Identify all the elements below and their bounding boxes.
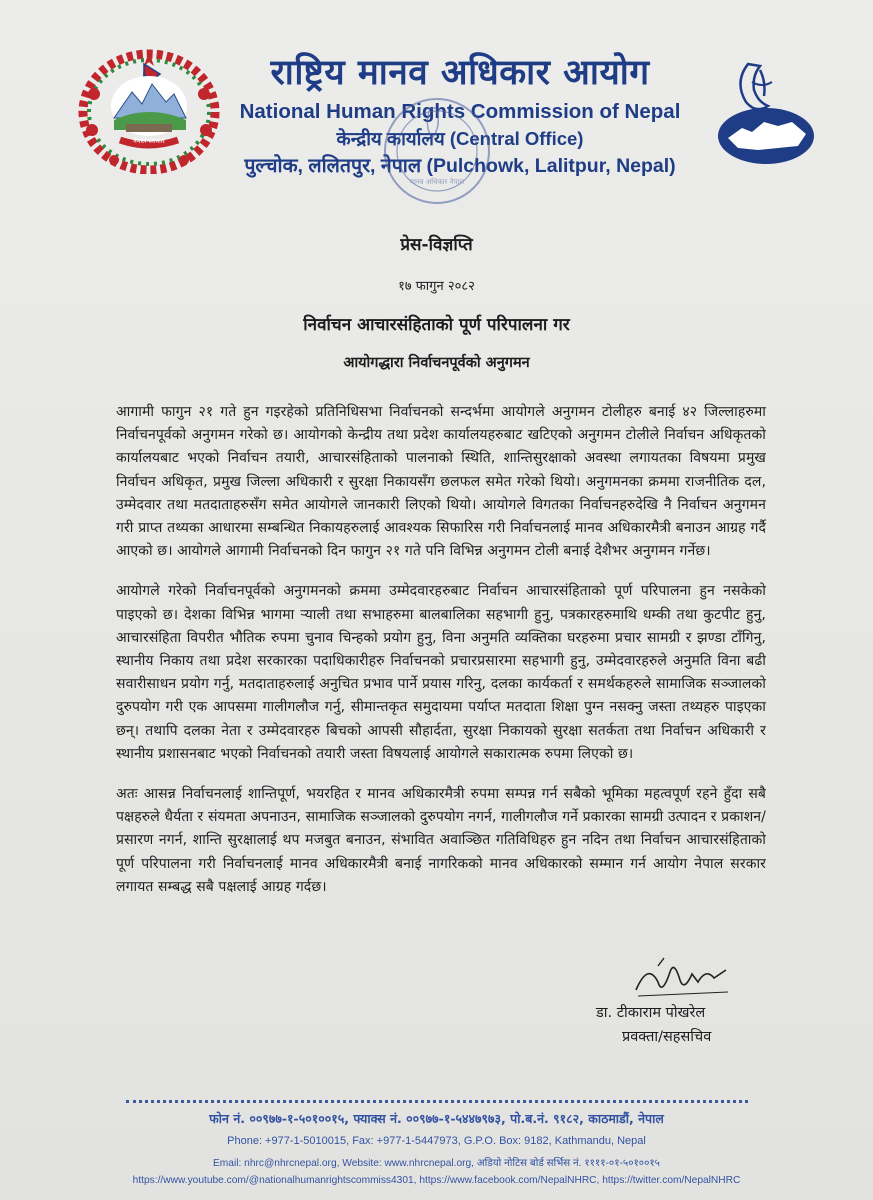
commission-name-english: National Human Rights Commission of Nepal: [239, 100, 681, 123]
signatory-name: डा. टीकाराम पोखरेल: [596, 1005, 706, 1021]
paragraph-1: आगामी फागुन २१ गते हुन गइरहेको प्रतिनिधिसभा निर्वाचनको सन्दर्भमा आयोगले अनुगमन टोलीहरु बनाई ४२ जिल्लाहरुमा निर्वाचनपूर्वको अनुगमन गरेको छ। आयोगको केन्द्रीय तथा प्रदेश कार्यालयहरुबाट खटिएको अनुगमन टोलीले निर्वाचन अधिकृतको कार्यालयबाट भएको निर्वाचन तयारी, आचारसंहिताको पालनाको स्थिति, शान्तिसुरक्षाको अवस्था लगायतका विषयमा प्रमुख निर्वाचन अधिकृत, प्रमुख जिल्ला अधिकारी र सुरक्षा निकायसँग छलफल समेत गरेको थियो। अनुगमनका क्रममा राजनीतिक दल, उम्मेदवार तथा मतदाताहरुसँग समेत आयोगले जानकारी लिएको थियो। आयोगले विगतका निर्वाचनहरुदेखि नै निर्वाचन अनुगमन गरी प्राप्त तथ्यका आधारमा सम्बन्धित निकायहरुलाई आवश्यक सिफारिस गरी निर्वाचनलाई मानव अधिकारमैत्री बनाउन आग्रह गर्दै आएको छ। आयोगले आगामी निर्वाचनको दिन फागुन २१ गते पनि विभिन्न अनुगमन टोली बनाई देशैभर अनुगमन गर्नेछ।: [116, 404, 766, 560]
headline: निर्वाचन आचारसंहिताको पूर्ण परिपालना गर: [303, 315, 570, 335]
footer-divider: [126, 1100, 748, 1103]
footer-contact-nepali: फोन नं. ००९७७-१-५०१००१५, फ्याक्स नं. ००९७७-१-५४४७९७३, पो.ब.नं. ९१८२, काठमाडौं, नेपाल: [209, 1111, 664, 1126]
paragraph-2: आयोगले गरेको निर्वाचनपूर्वको अनुगमनको क्रममा उम्मेदवारहरुबाट निर्वाचन आचारसंहिताको पूर्ण परिपालना हुन नसकेको पाइएको छ। देशका विभिन्न भागमा ऱ्याली तथा सभाहरुमा बालबालिका सहभागी हुनु, पत्रकारहरुमाथि धम्की तथा कुटपीट हुनु, आचारसंहिता विपरीत भौतिक रुपमा चुनाव चिन्हको प्रयोग हुनु, विना अनुमति व्यक्तिका घरहरुमा प्रचार सामग्री र झण्डा टाँगिनु, स्थानीय निकाय तथा प्रदेश सरकारका पदाधिकारीहरु निर्वाचनको प्रचारप्रसारमा सहभागी हुनु, उम्मेदवारहरुले अनुमति विना बढी सवारीसाधन प्रयोग गर्नु, मतदाताहरुलाई अनुचित प्रभाव पार्ने प्रयास गरिनु, दलका कार्यकर्ता र समर्थकहरुले सामाजिक सञ्जालको दुरुपयोग गरी एक आपसमा गालीगलौज गर्नु, सीमान्तकृत समुदायमा पर्याप्त मतदाता शिक्षा पुग्न नसक्नु जस्ता तथ्यहरु पाइएका छन्। तथापि दलका नेता र उम्मेदवारहरु बिचको आपसी सौहार्दता, सुरक्षा निकायको सुरक्षा सतर्कता तथा निर्वाचन अधिकारी र स्थानीय प्रशासनबाट भएको निर्वाचनको तयारी जस्ता विषयलाई आयोगले सकारात्मक रुपमा लिएको छ।: [116, 583, 766, 762]
nepal-emblem-icon: [74, 44, 224, 174]
stamp-text: मानव अधिकार नेपाल: [409, 178, 465, 186]
nhrc-logo-icon: [708, 52, 818, 172]
paragraph-3: अतः आसन्न निर्वाचनलाई शान्तिपूर्ण, भयरहित र मानव अधिकारमैत्री रुपमा सम्पन्न गर्न सबैको भूमिका महत्वपूर्ण रहने हुँदा सबै पक्षहरुले धैर्यता र संयमता अपनाउन, सामाजिक सञ्जालको दुरुपयोग नगर्न, गालीगलौज गर्ने प्रकारका सामग्री उत्पादन र प्रकाशन/प्रसारण नगर्न, शान्ति सुरक्षालाई थप मजबुत बनाउन, संभावित अवाञ्छित गतिविधिहरु हुन नदिन तथा निर्वाचन आचारसंहिताको पूर्ण परिपालना गरी निर्वाचनलाई मानव अधिकारमैत्री बनाई नागरिकको मानव अधिकारको सम्मान गर्न आयोग नेपाल सरकार लगायत सम्बद्ध सबै पक्षलाई आग्रह गर्दछ।: [116, 786, 766, 895]
footer-email-web[interactable]: Email: nhrc@nhrcnepal.org, Website: www.nhrcnepal.org, अडियो नोटिस बोर्ड सर्भिस नं. ११११-०१-५०१००१५: [213, 1158, 660, 1169]
signatory-title: प्रवक्ता/सहसचिव: [622, 1029, 712, 1045]
office-name: केन्द्रीय कार्यालय (Central Office): [336, 128, 584, 149]
emblem-text: नेपाल सरकार: [133, 137, 165, 145]
release-date: १७ फागुन २०८२: [398, 279, 475, 294]
signature-icon: [628, 952, 738, 1002]
office-stamp-icon: [372, 86, 502, 216]
footer-contact-english: Phone: +977-1-5010015, Fax: +977-1-5447973, G.P.O. Box: 9182, Kathmandu, Nepal: [227, 1135, 646, 1147]
body-text: [116, 401, 766, 916]
commission-name-nepali: राष्ट्रिय मानव अधिकार आयोग: [270, 53, 650, 93]
office-address: पुल्चोक, ललितपुर, नेपाल (Pulchowk, Lalitpur, Nepal): [244, 155, 676, 177]
footer-social-links[interactable]: https://www.youtube.com/@nationalhumanrightscommiss4301, https://www.facebook.com/NepalNHRC, https://twitter.com/NepalNHRC: [132, 1175, 741, 1186]
subheadline: आयोगद्धारा निर्वाचनपूर्वको अनुगमन: [343, 355, 530, 371]
press-release-label: प्रेस-विज्ञप्ति: [400, 235, 473, 255]
